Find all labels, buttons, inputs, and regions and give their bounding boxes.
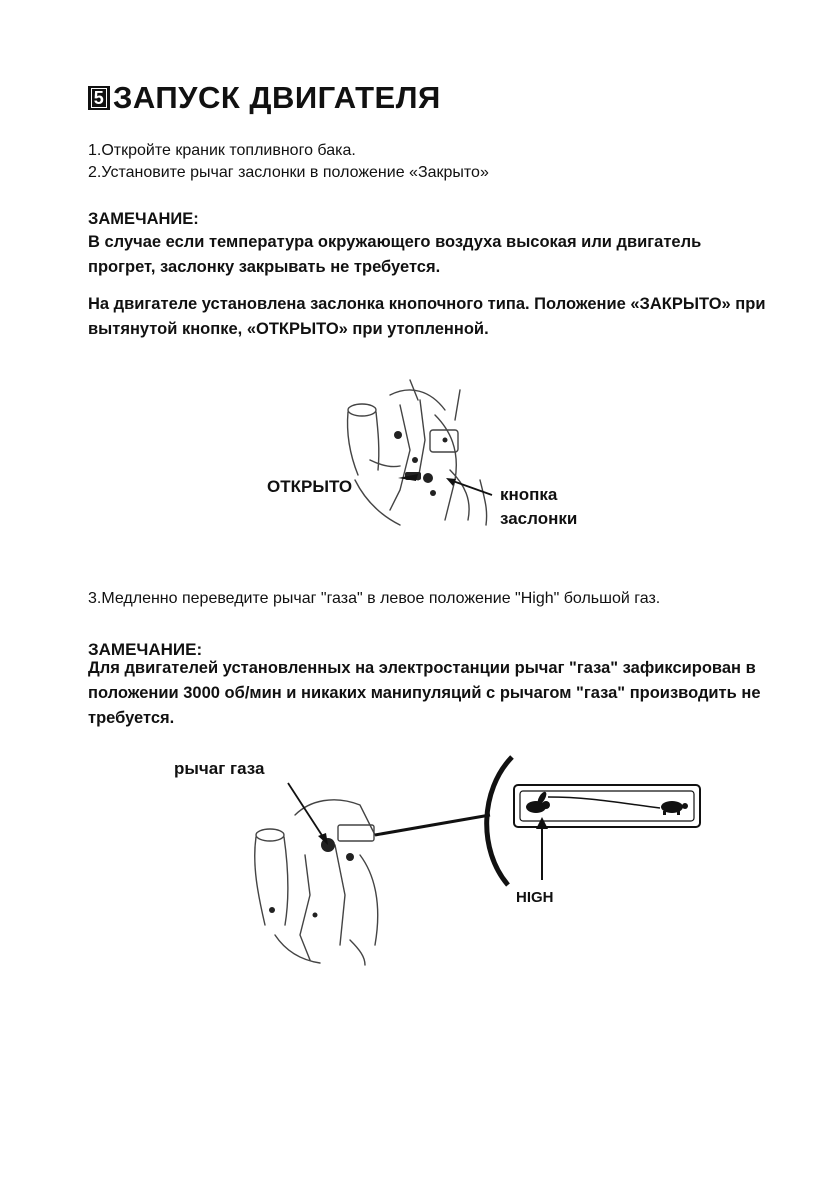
note-2-text: Для двигателей установленных на электростанции рычаг "газа" зафиксирован в положении 3000 об/мин и никаких манипуляций с рычагом "газа" производить не требуется. bbox=[88, 659, 761, 727]
figure-2-label-high: HIGH bbox=[516, 889, 554, 906]
figure-1-label-button bbox=[500, 483, 577, 531]
figure-1-label-open: ОТКРЫТО bbox=[267, 477, 353, 496]
figure-1-label-button-line-1: кнопка bbox=[500, 485, 558, 504]
section-number-badge: 5 bbox=[88, 86, 110, 110]
note-2-heading: ЗАМЕЧАНИЕ: bbox=[88, 640, 203, 659]
section-title-text: ЗАПУСК ДВИГАТЕЛЯ bbox=[113, 80, 441, 115]
figure-2-label-lever: рычаг газа bbox=[174, 759, 265, 778]
step-3: 3.Медленно переведите рычаг "газа" в левое положение "High" большой газ. bbox=[88, 590, 661, 607]
section-title bbox=[88, 80, 441, 116]
figure-1-label-button-line-2: заслонки bbox=[500, 509, 578, 528]
note-1-heading: ЗАМЕЧАНИЕ: bbox=[88, 210, 199, 228]
note-1-text: В случае если температура окружающего воздуха высокая или двигатель прогрет, заслонку закрывать не требуется. bbox=[88, 233, 702, 276]
step-2: 2.Установите рычаг заслонки в положение «Закрыто» bbox=[88, 164, 489, 181]
choke-info: На двигателе установлена заслонка кнопочного типа. Положение «ЗАКРЫТО» при вытянутой кнопке, «ОТКРЫТО» при утопленной. bbox=[88, 295, 766, 338]
step-1: 1.Откройте краник топливного бака. bbox=[88, 142, 356, 159]
